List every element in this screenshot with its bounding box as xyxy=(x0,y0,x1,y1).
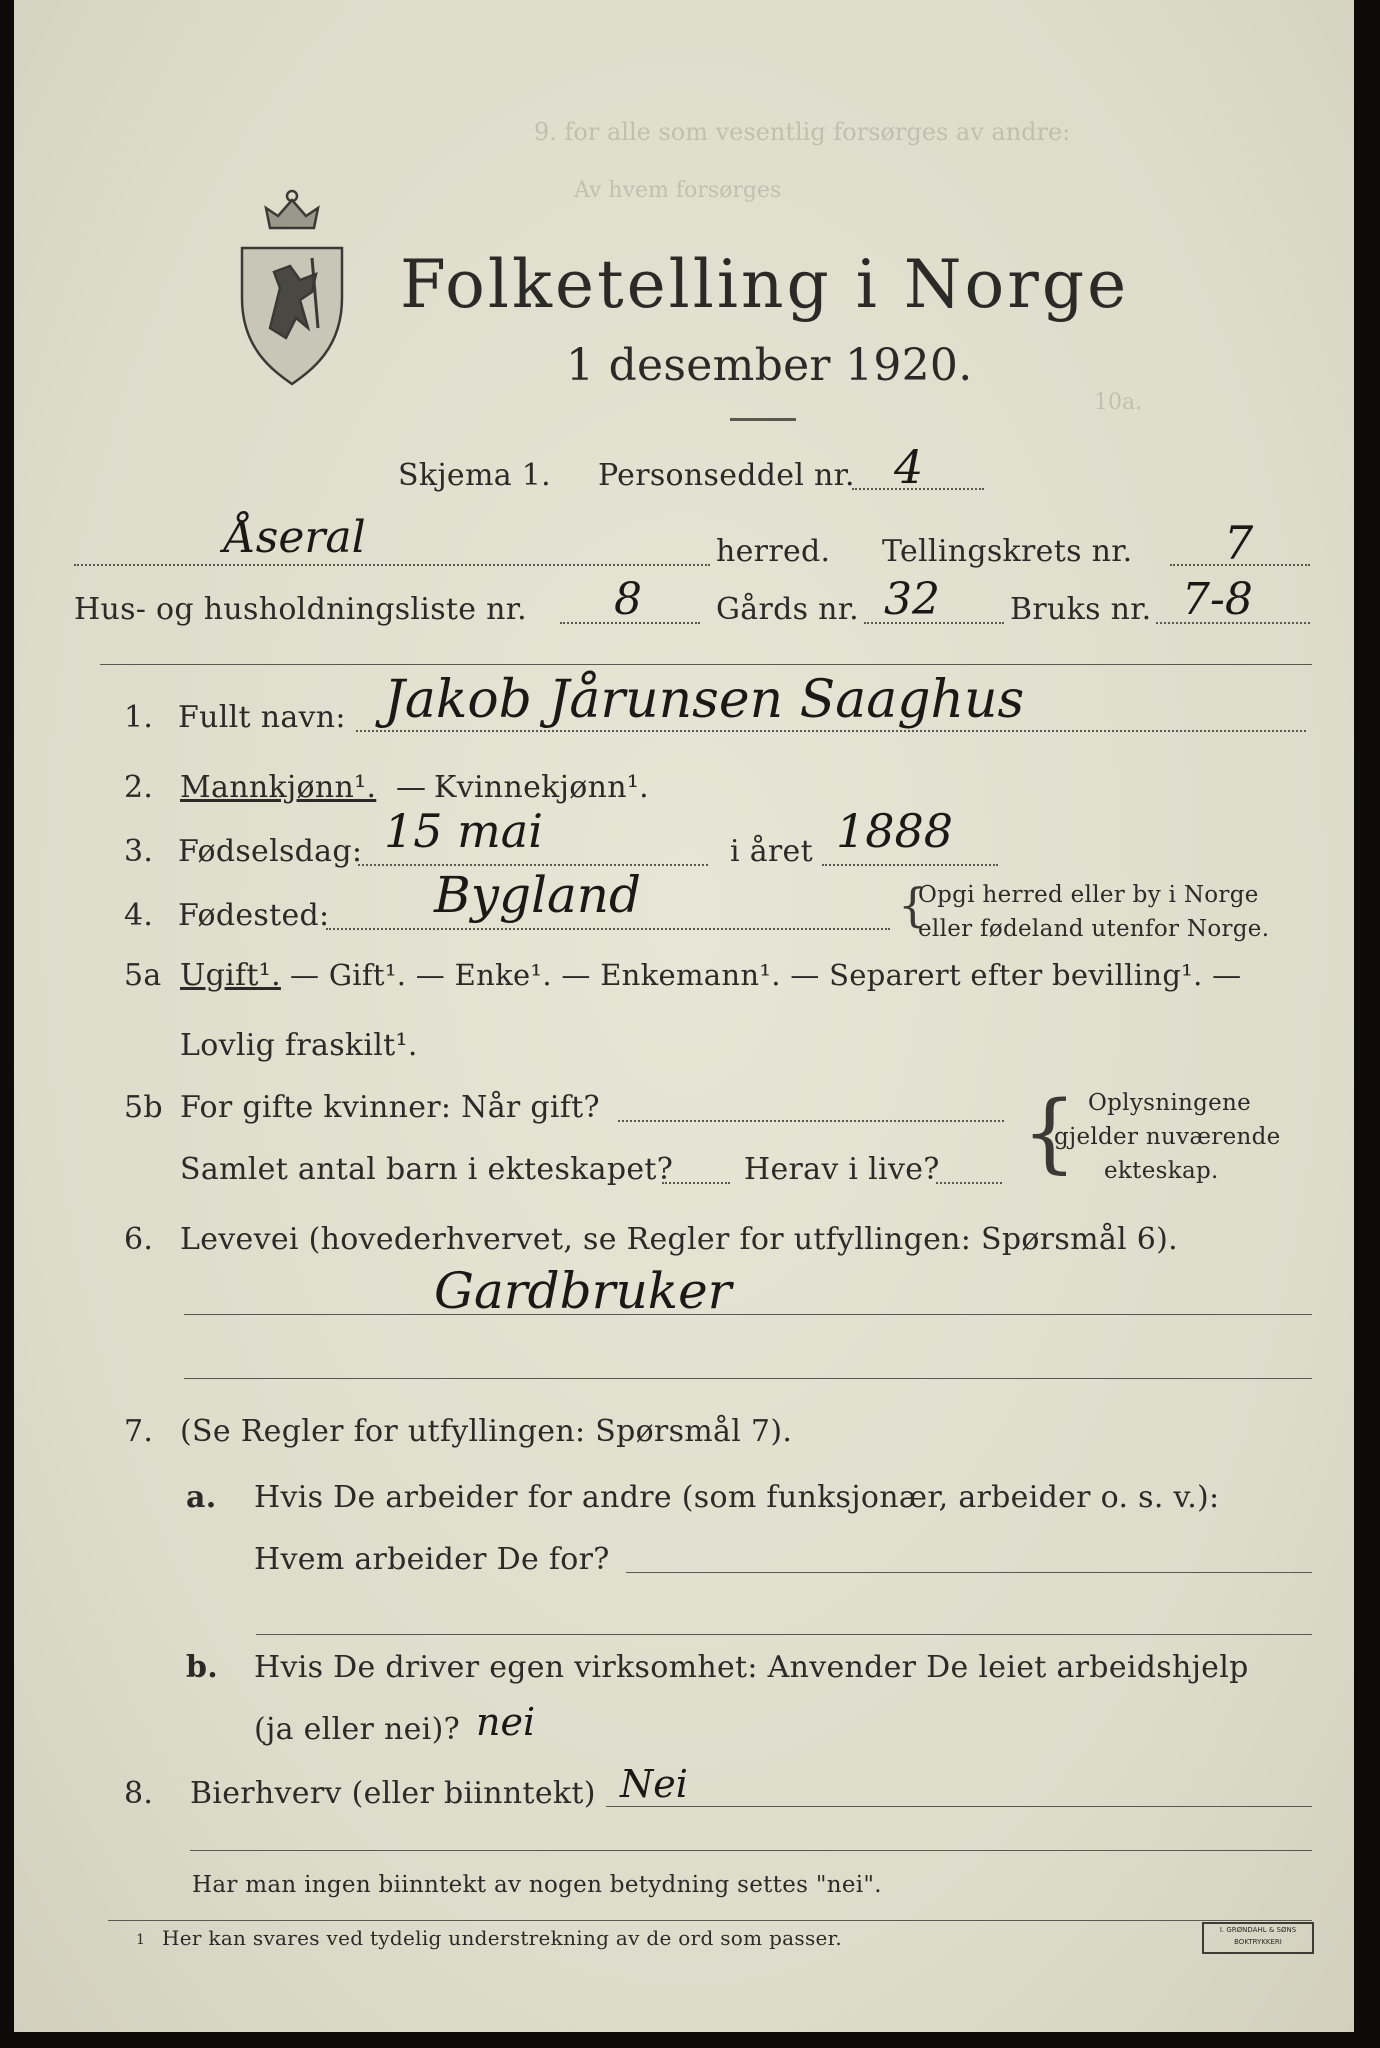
herred-label: herred. xyxy=(716,534,831,569)
gards-label: Gårds nr. xyxy=(716,592,859,627)
q8-value: Nei xyxy=(620,1762,688,1806)
q5b-note-1: Oplysningene xyxy=(1088,1090,1252,1116)
bleed-through-text: 9. for alle som vesentlig forsørges av andre: xyxy=(534,118,1071,146)
census-form-page xyxy=(14,0,1354,2032)
q5b-live-line xyxy=(936,1182,1002,1184)
q3-label: Fødselsdag: xyxy=(178,834,363,869)
hus-label: Hus- og husholdningsliste nr. xyxy=(74,592,527,627)
q3-year-line xyxy=(822,864,998,866)
divider xyxy=(730,418,796,421)
form-date: 1 desember 1920. xyxy=(566,340,973,391)
q4-line xyxy=(326,928,890,930)
q6-line-1 xyxy=(184,1314,1312,1315)
q7b-letter: b. xyxy=(186,1650,219,1685)
q1-value: Jakob Jårunsen Saaghus xyxy=(384,670,1025,730)
q2-male-option: Mannkjønn¹. xyxy=(180,770,377,805)
q5b-line-2b: Herav i live? xyxy=(744,1152,940,1187)
herred-value: Åseral xyxy=(224,512,366,563)
q4-number: 4. xyxy=(124,898,154,933)
section-divider xyxy=(100,664,1312,665)
q2-separator: — xyxy=(396,770,427,805)
q3-date-value: 15 mai xyxy=(384,804,543,858)
printer-stamp: I. GRØNDAHL & SØNS BOKTRYKKERI xyxy=(1202,1922,1314,1954)
q5a-fraskilt-option: Lovlig fraskilt¹. xyxy=(180,1028,418,1063)
q4-label: Fødested: xyxy=(178,898,330,933)
q6-value: Gardbruker xyxy=(434,1262,732,1320)
q7a-line-2 xyxy=(256,1634,1312,1635)
q2-female-option: Kvinnekjønn¹. xyxy=(434,770,649,805)
q7a-text: Hvis De arbeider for andre (som funksjonær, arbeider o. s. v.): xyxy=(254,1480,1220,1515)
q7b-question: (ja eller nei)? xyxy=(254,1712,460,1747)
q7b-value: nei xyxy=(476,1700,536,1744)
q1-label: Fullt navn: xyxy=(178,700,346,735)
q3-year-value: 1888 xyxy=(836,804,954,858)
footnote-mark: 1 xyxy=(136,1932,146,1948)
form-title: Folketelling i Norge xyxy=(400,246,1130,323)
q5b-note-3: ekteskap. xyxy=(1104,1158,1219,1184)
q5b-number: 5b xyxy=(124,1090,163,1125)
bleed-through-text: Av hvem forsørges xyxy=(574,178,782,203)
q8-line-2 xyxy=(190,1850,1312,1851)
q6-label: Levevei (hovederhvervet, se Regler for utfyllingen: Spørsmål 6). xyxy=(180,1222,1178,1257)
gards-value: 32 xyxy=(884,574,940,625)
q7b-text: Hvis De driver egen virksomhet: Anvender De leiet arbeidshjelp xyxy=(254,1650,1249,1685)
q1-number: 1. xyxy=(124,700,154,735)
footnote-divider xyxy=(108,1920,1312,1921)
q3-number: 3. xyxy=(124,834,154,869)
bleed-through-text: 10a. xyxy=(1094,390,1143,415)
q2-number: 2. xyxy=(124,770,154,805)
q1-line xyxy=(356,730,1306,732)
bruks-value: 7-8 xyxy=(1182,574,1253,625)
bruks-label: Bruks nr. xyxy=(1010,592,1152,627)
q4-note-1: Opgi herred eller by i Norge xyxy=(918,882,1259,908)
coat-of-arms-icon xyxy=(230,188,354,388)
q3-year-label: i året xyxy=(730,834,813,869)
bottom-note: Har man ingen biinntekt av nogen betydning settes "nei". xyxy=(192,1872,882,1898)
q5a-ugift-option: Ugift¹. xyxy=(180,958,281,993)
q4-note-2: eller fødeland utenfor Norge. xyxy=(918,916,1270,942)
hus-value: 8 xyxy=(614,574,642,625)
tellingskrets-label: Tellingskrets nr. xyxy=(882,534,1133,569)
q6-number: 6. xyxy=(124,1222,154,1257)
q5a-number: 5a xyxy=(124,958,162,993)
q8-line-1 xyxy=(606,1806,1312,1807)
q5b-note-2: gjelder nuværende xyxy=(1054,1124,1281,1150)
q8-label: Bierhverv (eller biinntekt) xyxy=(190,1776,596,1811)
q7a-line-1 xyxy=(626,1572,1312,1573)
q5b-line-2a: Samlet antal barn i ekteskapet? xyxy=(180,1152,674,1187)
q7a-letter: a. xyxy=(186,1480,217,1515)
personseddel-label: Personseddel nr. xyxy=(598,458,855,493)
q4-brace: { xyxy=(898,878,928,932)
schema-label: Skjema 1. xyxy=(398,458,551,493)
q5b-line-1: For gifte kvinner: Når gift? xyxy=(180,1090,600,1125)
herred-line xyxy=(74,564,710,566)
q5b-brace: { xyxy=(1022,1083,1078,1183)
q7-number: 7. xyxy=(124,1414,154,1449)
q7a-question: Hvem arbeider De for? xyxy=(254,1542,610,1577)
q4-value: Bygland xyxy=(434,866,642,924)
footnote-text: Her kan svares ved tydelig understrekning av de ord som passer. xyxy=(162,1926,842,1950)
tellingskrets-value: 7 xyxy=(1224,516,1254,570)
q8-number: 8. xyxy=(124,1776,154,1811)
q5b-gift-line xyxy=(618,1120,1004,1122)
q6-line-2 xyxy=(184,1378,1312,1379)
personseddel-value: 4 xyxy=(894,440,924,494)
q5b-barn-line xyxy=(662,1182,730,1184)
q7-label: (Se Regler for utfyllingen: Spørsmål 7). xyxy=(180,1414,793,1449)
q5a-other-options: — Gift¹. — Enke¹. — Enkemann¹. — Separert efter bevilling¹. — xyxy=(290,958,1242,992)
